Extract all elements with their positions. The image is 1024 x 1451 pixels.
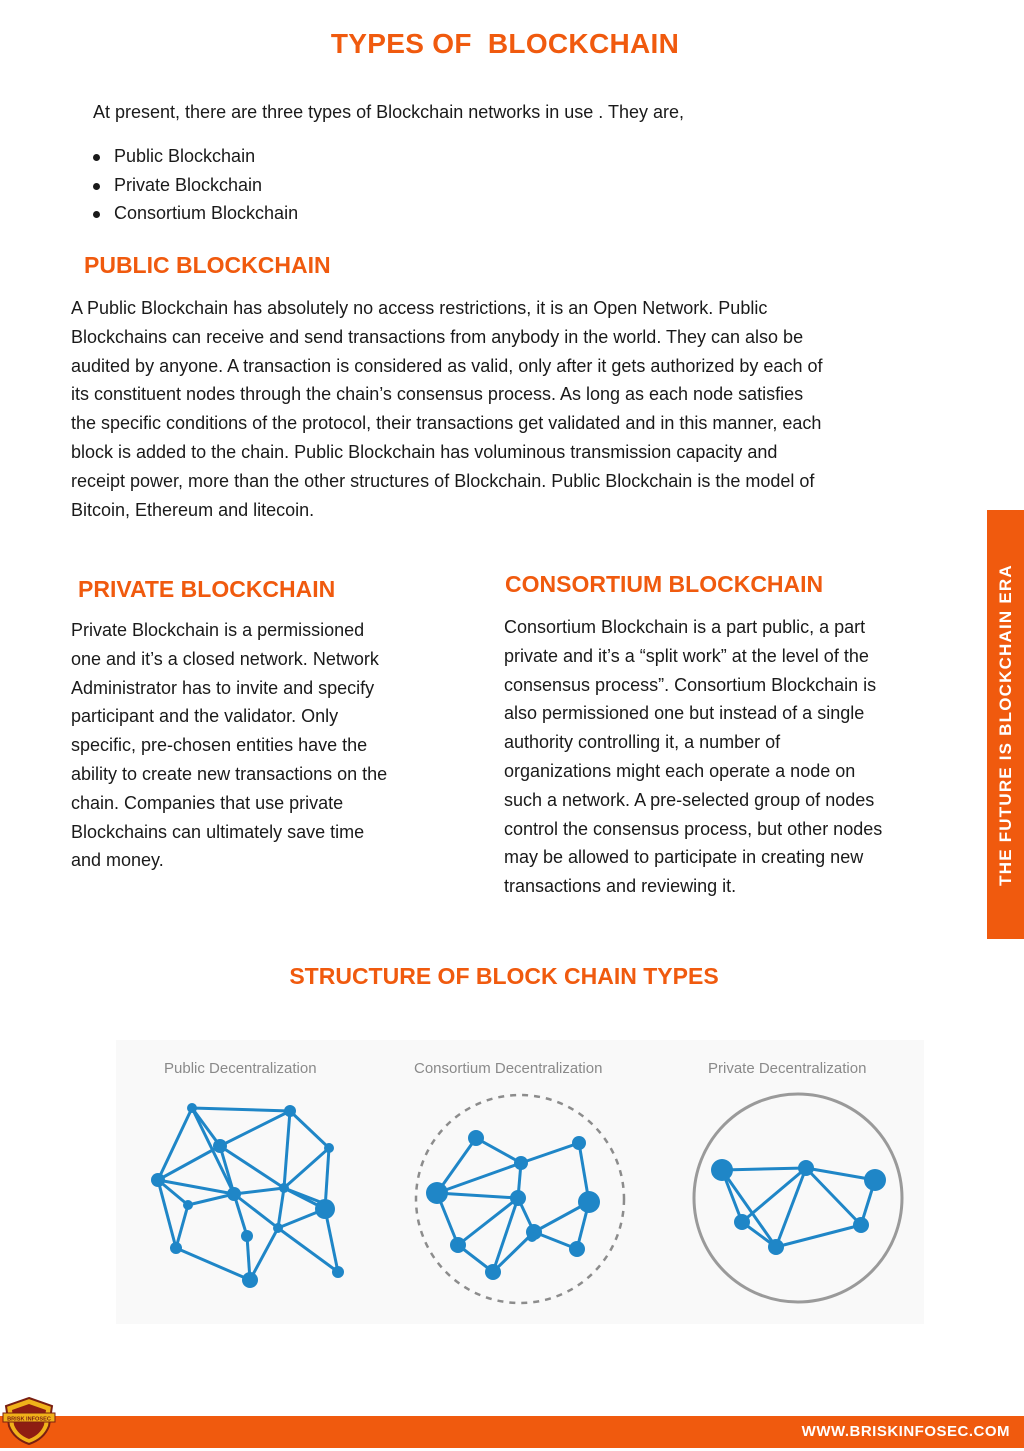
public-network-node <box>183 1200 193 1210</box>
public-network-node <box>273 1223 283 1233</box>
public-network-edge <box>234 1188 284 1194</box>
public-network-node <box>213 1139 227 1153</box>
private-decentralization-label: Private Decentralization <box>708 1060 867 1077</box>
public-network-edge <box>250 1228 278 1280</box>
paragraph-line: also permissioned one but instead of a single <box>504 703 865 724</box>
public-decentralization-label: Public Decentralization <box>164 1060 317 1077</box>
paragraph-line: specific, pre-chosen entities have the <box>71 735 368 756</box>
consortium-network-edge <box>521 1143 579 1163</box>
private-heading: PRIVATE BLOCKCHAIN <box>78 576 336 602</box>
side-band <box>987 510 1024 939</box>
public-network-edge <box>188 1194 234 1205</box>
paragraph-line: block is added to the chain. Public Blockchain has voluminous transmission capacity and <box>71 441 778 462</box>
paragraph-line: chain. Companies that use private <box>71 792 344 813</box>
consortium-heading: CONSORTIUM BLOCKCHAIN <box>505 571 824 597</box>
consortium-network-edge <box>437 1193 518 1198</box>
paragraph-line: Administrator has to invite and specify <box>71 677 375 698</box>
consortium-network-node <box>510 1190 526 1206</box>
consortium-network-node <box>569 1241 585 1257</box>
private-network-node <box>768 1239 784 1255</box>
public-network-node <box>241 1230 253 1242</box>
list-item: Public Blockchain <box>93 142 298 171</box>
consortium-network-node <box>468 1130 484 1146</box>
public-network-edge <box>220 1111 290 1146</box>
private-network-node <box>853 1217 869 1233</box>
consortium-network-node <box>485 1264 501 1280</box>
private-network-node <box>864 1169 886 1191</box>
paragraph-line: participant and the validator. Only <box>71 706 339 727</box>
intro-text: At present, there are three types of Blockchain networks in use . They are, <box>93 102 684 122</box>
paragraph-line: Blockchains can ultimately save time <box>71 821 365 842</box>
public-network-edge <box>284 1111 290 1188</box>
public-network-edge <box>192 1108 290 1111</box>
shield-logo-icon <box>2 1396 56 1446</box>
footer-url: WWW.BRISKINFOSEC.COM <box>801 1423 1010 1440</box>
consortium-network-node <box>578 1191 600 1213</box>
paragraph-line: private and it’s a “split work” at the level of the <box>504 645 869 666</box>
footer-band <box>0 1416 1024 1448</box>
consortium-network-node <box>514 1156 528 1170</box>
paragraph-line: audited by anyone. A transaction is considered as valid, only after it gets authorized by each of <box>71 355 823 376</box>
public-paragraph <box>71 294 822 524</box>
public-network-node <box>227 1187 241 1201</box>
private-network-node <box>711 1159 733 1181</box>
consortium-decentralization-label: Consortium Decentralization <box>414 1060 603 1077</box>
private-network-node <box>734 1214 750 1230</box>
types-list <box>93 142 298 228</box>
consortium-network-node <box>426 1182 448 1204</box>
paragraph-line: A Public Blockchain has absolutely no access restrictions, it is an Open Network. Public <box>71 298 768 318</box>
list-item: Consortium Blockchain <box>93 199 298 228</box>
consortium-paragraph <box>504 613 882 901</box>
public-network-node <box>151 1173 165 1187</box>
paragraph-line: the specific conditions of the protocol, their transactions get validated and in this manner, each <box>71 413 822 434</box>
paragraph-line: Blockchains can receive and send transactions from anybody in the world. They can also be <box>71 326 804 347</box>
private-network-edge <box>722 1168 806 1170</box>
private-network-node <box>798 1160 814 1176</box>
public-network-edge <box>158 1180 176 1248</box>
consortium-network-edge <box>437 1163 521 1193</box>
consortium-network-node <box>527 1232 537 1242</box>
private-paragraph <box>71 616 387 875</box>
page-title: TYPES OF BLOCKCHAIN <box>330 28 680 59</box>
public-network-edge <box>176 1205 188 1248</box>
network-graphs <box>116 1040 924 1324</box>
paragraph-line: Consortium Blockchain is a part public, a part <box>504 617 866 637</box>
paragraph-line: control the consensus process, but other nodes <box>504 818 883 839</box>
side-band-text: THE FUTURE IS BLOCKCHAIN ERA <box>995 563 1015 886</box>
list-item: Private Blockchain <box>93 171 298 200</box>
paragraph-line: one and it’s a closed network. Network <box>71 648 379 669</box>
paragraph-line: transactions and reviewing it. <box>504 876 737 897</box>
public-heading: PUBLIC BLOCKCHAIN <box>84 252 331 278</box>
public-network-node <box>324 1143 334 1153</box>
paragraph-line: Bitcoin, Ethereum and litecoin. <box>71 499 315 520</box>
public-network-edge <box>290 1111 329 1148</box>
public-network-edge <box>278 1188 284 1228</box>
public-network-node <box>284 1105 296 1117</box>
public-network-node <box>170 1242 182 1254</box>
public-network-edge <box>284 1148 329 1188</box>
consortium-network-node <box>572 1136 586 1150</box>
public-network-edge <box>158 1180 234 1194</box>
consortium-network-node <box>457 1240 465 1248</box>
paragraph-line: authority controlling it, a number of <box>504 732 781 753</box>
paragraph-line: ability to create new transactions on the <box>71 763 388 784</box>
public-network-node <box>279 1183 289 1193</box>
public-network-node <box>242 1272 258 1288</box>
public-network-edge <box>176 1248 250 1280</box>
paragraph-line: and money. <box>71 850 164 871</box>
paragraph-line: may be allowed to participate in creating new <box>504 847 864 868</box>
paragraph-line: consensus process”. Consortium Blockchain is <box>504 674 877 695</box>
paragraph-line: such a network. A pre-selected group of nodes <box>504 789 875 810</box>
paragraph-line: Private Blockchain is a permissioned <box>71 620 365 640</box>
public-network-node <box>332 1266 344 1278</box>
paragraph-line: organizations might each operate a node on <box>504 760 856 781</box>
svg-text:BRISK INFOSEC: BRISK INFOSEC <box>7 1416 51 1423</box>
private-network-edge <box>776 1225 861 1247</box>
structure-heading: STRUCTURE OF BLOCK CHAIN TYPES <box>289 963 719 989</box>
paragraph-line: receipt power, more than the other structures of Blockchain. Public Blockchain is the model of <box>71 470 815 491</box>
public-network-node <box>315 1199 335 1219</box>
decentralization-diagram <box>116 1040 924 1324</box>
paragraph-line: its constituent nodes through the chain’s consensus process. As long as each node satisfies <box>71 384 804 405</box>
private-network-edge <box>722 1170 776 1247</box>
public-network-node <box>187 1103 197 1113</box>
